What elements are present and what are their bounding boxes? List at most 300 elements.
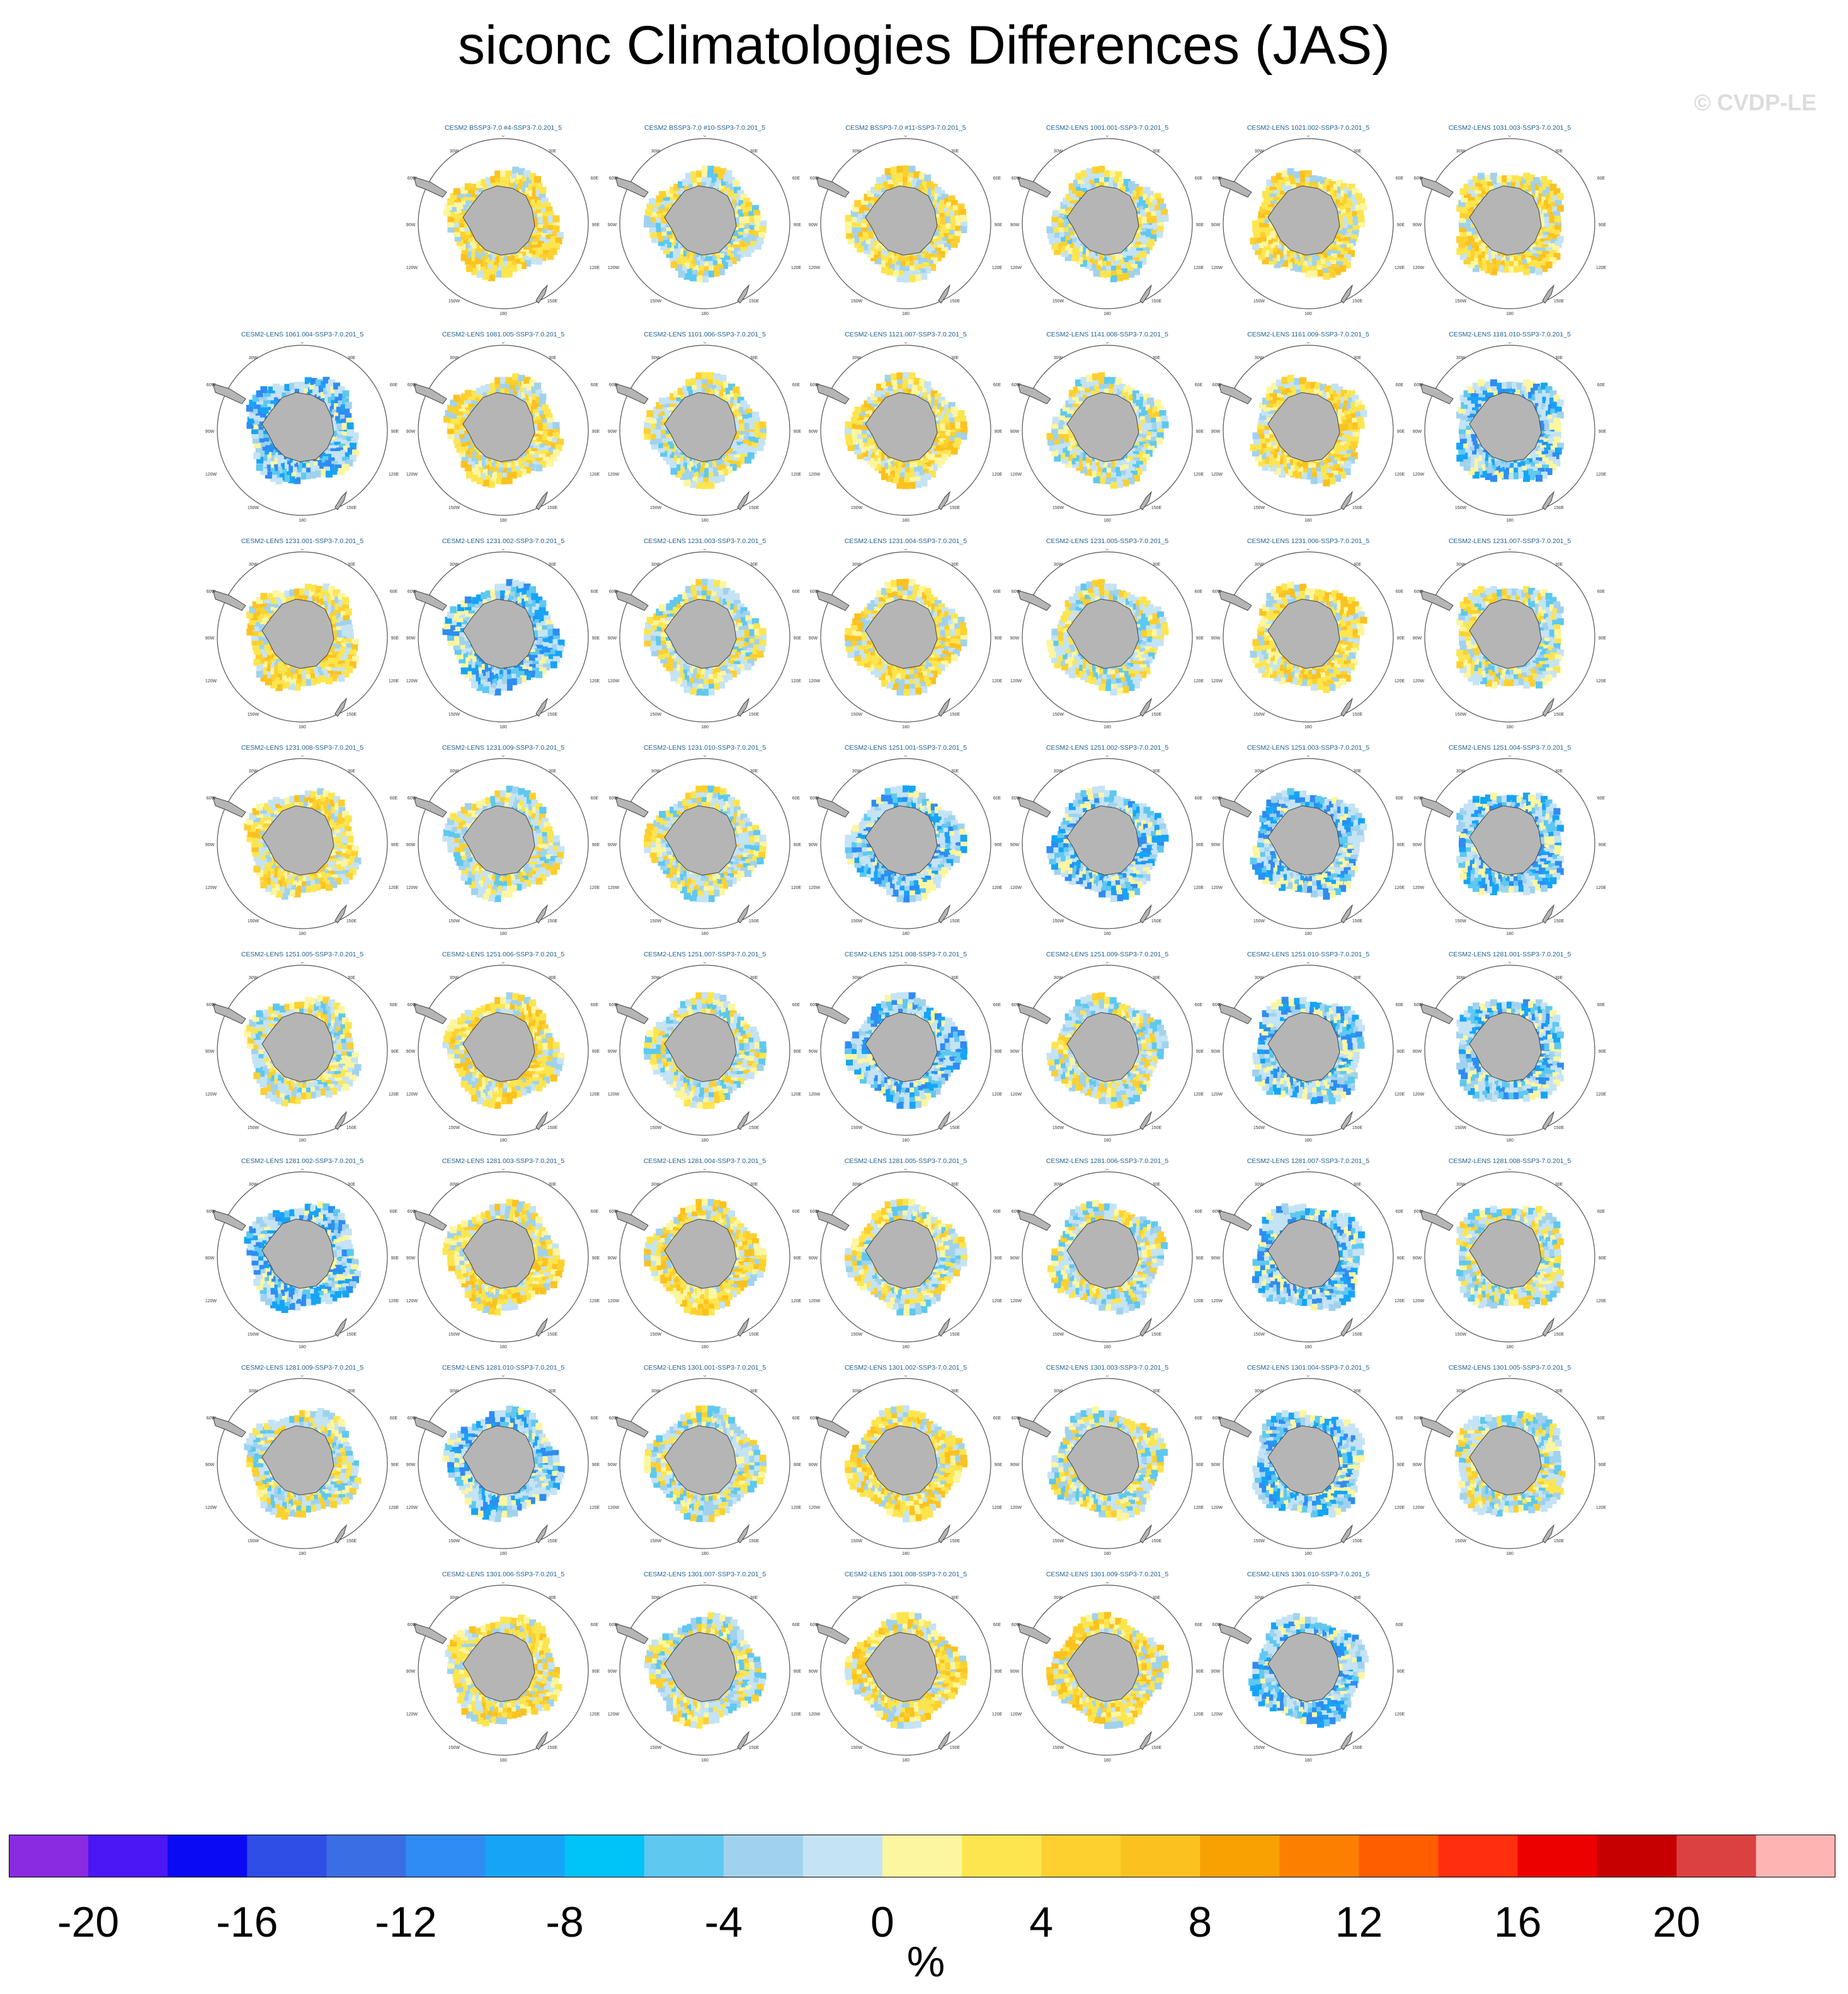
longitude-label: 30E (750, 356, 758, 360)
longitude-label: 60W (608, 1623, 619, 1627)
longitude-label: 150E (1553, 299, 1565, 304)
longitude-label: 150E (346, 1332, 357, 1337)
longitude-label: 0 (704, 1582, 706, 1584)
longitude-label: 0 (1307, 1582, 1309, 1584)
longitude-label: 60W (608, 1210, 619, 1214)
longitude-label: 30E (750, 149, 758, 154)
longitude-label: 150E (1151, 299, 1162, 304)
longitude-label: 30E (548, 769, 557, 774)
longitude-label: 30W (1053, 769, 1063, 774)
panel-title: CESM2-LENS 1251.010-SSP3-7.0.201_5 (1246, 951, 1370, 958)
longitude-label: 90E (1195, 1256, 1204, 1261)
longitude-label: 120W (1412, 266, 1425, 270)
longitude-label: 30E (1554, 356, 1563, 360)
longitude-label: 90E (1195, 843, 1204, 847)
longitude-label: 150E (1151, 506, 1162, 510)
longitude-label: 60E (389, 1210, 398, 1214)
longitude-label: 150E (346, 506, 357, 510)
longitude-label: 150W (649, 919, 662, 924)
longitude-label: 30W (852, 769, 862, 774)
longitude-label: 60W (206, 1210, 216, 1214)
longitude-label: 30W (449, 149, 459, 154)
longitude-label: 30W (852, 563, 862, 567)
longitude-label: 90W (1412, 1050, 1422, 1054)
longitude-label: 120W (205, 1299, 217, 1304)
longitude-label: 120E (388, 1092, 399, 1097)
longitude-label: 150E (346, 1126, 357, 1130)
longitude-label: 180 (1304, 1345, 1312, 1349)
colorbar-segment (247, 1835, 327, 1877)
longitude-label: 120W (1412, 679, 1425, 684)
longitude-label: 120E (589, 1299, 600, 1304)
longitude-label: 30W (1254, 976, 1264, 980)
longitude-label: 150W (649, 1332, 662, 1337)
panel-title: CESM2-LENS 1301.006-SSP3-7.0.201_5 (442, 1571, 565, 1578)
longitude-label: 60E (1194, 1416, 1203, 1421)
longitude-label: 90W (1211, 1256, 1221, 1261)
colorbar-tick-label: -8 (545, 1898, 584, 1946)
map-panel (604, 1364, 806, 1564)
longitude-label: 120E (589, 473, 600, 477)
longitude-label: 180 (1506, 932, 1514, 936)
longitude-label: 180 (1304, 1552, 1312, 1556)
longitude-label: 60W (608, 1416, 619, 1421)
panel-title: CESM2-LENS 1301.002-SSP3-7.0.201_5 (844, 1364, 967, 1372)
longitude-label: 120W (205, 679, 217, 684)
panel-title: CESM2-LENS 1231.002-SSP3-7.0.201_5 (442, 537, 565, 545)
longitude-label: 180 (902, 725, 910, 730)
longitude-label: 30E (750, 1389, 758, 1394)
longitude-label: 180 (299, 725, 306, 730)
polar-map (402, 1375, 604, 1564)
longitude-label: 150W (448, 1746, 460, 1750)
longitude-label: 150W (448, 1332, 460, 1337)
longitude-label: 30E (750, 769, 758, 774)
map-panel (402, 537, 604, 738)
longitude-label: 0 (502, 342, 505, 345)
longitude-label: 150E (547, 713, 558, 717)
map-panel (1007, 1157, 1208, 1358)
colorbar-tick-label: 0 (870, 1898, 894, 1946)
longitude-label: 90W (1010, 636, 1020, 641)
longitude-label: 30E (1152, 149, 1161, 154)
longitude-label: 150W (1052, 506, 1064, 510)
panel-title: CESM2-LENS 1281.005-SSP3-7.0.201_5 (844, 1157, 967, 1165)
longitude-label: 60E (993, 590, 1001, 594)
longitude-label: 120E (991, 1506, 1003, 1510)
longitude-label: 90W (808, 223, 818, 227)
longitude-label: 150E (748, 1332, 760, 1337)
colorbar-tick-label: 16 (1493, 1898, 1542, 1946)
longitude-label: 60E (590, 1210, 599, 1214)
longitude-label: 60E (1597, 796, 1606, 801)
longitude-label: 60E (389, 796, 398, 801)
longitude-label: 180 (1506, 725, 1514, 730)
longitude-label: 30E (548, 976, 557, 980)
longitude-label: 30E (347, 356, 356, 360)
longitude-label: 120W (1412, 473, 1425, 477)
longitude-label: 120W (1010, 473, 1022, 477)
longitude-label: 150W (1253, 299, 1265, 304)
longitude-label: 150W (1052, 1746, 1064, 1750)
longitude-label: 180 (902, 312, 910, 316)
longitude-label: 30W (449, 769, 459, 774)
panel-title: CESM2-LENS 1231.008-SSP3-7.0.201_5 (241, 744, 364, 752)
longitude-label: 0 (704, 135, 706, 138)
longitude-label: 90W (1412, 1256, 1422, 1261)
panel-title: CESM2-LENS 1281.001-SSP3-7.0.201_5 (1448, 951, 1571, 958)
longitude-label: 120W (1010, 266, 1022, 270)
longitude-label: 120E (991, 1299, 1003, 1304)
longitude-label: 90W (406, 1463, 416, 1467)
longitude-label: 90E (391, 1050, 399, 1054)
longitude-label: 0 (1106, 1375, 1109, 1378)
longitude-label: 60E (1597, 590, 1606, 594)
longitude-label: 0 (1307, 342, 1309, 345)
longitude-label: 30W (1053, 1596, 1063, 1600)
longitude-label: 90W (406, 1050, 416, 1054)
longitude-label: 90W (205, 1256, 215, 1261)
longitude-label: 30E (1554, 563, 1563, 567)
longitude-label: 120W (205, 886, 217, 890)
longitude-label: 60W (1212, 383, 1222, 387)
longitude-label: 150W (850, 1126, 863, 1130)
panel-title: CESM2-LENS 1251.008-SSP3-7.0.201_5 (844, 951, 967, 958)
longitude-label: 60W (608, 176, 619, 181)
longitude-label: 150W (850, 299, 863, 304)
longitude-label: 60E (1395, 1623, 1404, 1627)
panel-title: CESM2-LENS 1251.007-SSP3-7.0.201_5 (643, 951, 767, 958)
longitude-label: 60W (1212, 176, 1222, 181)
longitude-label: 90E (1598, 223, 1607, 227)
longitude-label: 120E (790, 473, 802, 477)
longitude-label: 180 (499, 312, 507, 316)
longitude-label: 120W (1211, 473, 1223, 477)
map-panel (1207, 951, 1409, 1151)
colorbar-segment (88, 1835, 168, 1877)
longitude-label: 150W (850, 713, 863, 717)
longitude-label: 90W (808, 1463, 818, 1467)
colorbar-tick-label: 12 (1335, 1898, 1383, 1946)
longitude-label: 90E (1396, 1050, 1405, 1054)
longitude-label: 60W (1011, 1416, 1021, 1421)
longitude-label: 60W (407, 1416, 417, 1421)
polar-map (202, 1375, 403, 1564)
map-panel (604, 124, 806, 324)
longitude-label: 60E (1395, 1416, 1404, 1421)
longitude-label: 30W (1254, 1183, 1264, 1187)
longitude-label: 0 (704, 1375, 706, 1378)
longitude-label: 120W (808, 1299, 821, 1304)
longitude-label: 30W (1053, 149, 1063, 154)
longitude-label: 90E (994, 430, 1003, 434)
longitude-label: 180 (499, 1345, 507, 1349)
longitude-label: 150W (1454, 919, 1467, 924)
longitude-label: 120W (205, 1506, 217, 1510)
longitude-label: 150E (748, 919, 760, 924)
longitude-label: 150W (247, 1126, 260, 1130)
longitude-label: 60W (608, 796, 619, 801)
panel-title: CESM2 BSSP3-7.0 #11-SSP3-7.0.201_5 (845, 124, 966, 132)
panel-title: CESM2-LENS 1301.005-SSP3-7.0.201_5 (1448, 1364, 1571, 1372)
longitude-label: 30E (1152, 1389, 1161, 1394)
longitude-label: 90E (391, 430, 399, 434)
longitude-label: 150E (547, 919, 558, 924)
longitude-label: 120E (388, 886, 399, 890)
longitude-label: 150E (346, 1539, 357, 1544)
longitude-label: 0 (1307, 1375, 1309, 1378)
panel-title: CESM2-LENS 1301.008-SSP3-7.0.201_5 (844, 1571, 967, 1578)
map-panel (805, 1364, 1007, 1564)
longitude-label: 90W (406, 843, 416, 847)
longitude-label: 30W (248, 1183, 258, 1187)
longitude-label: 120E (1595, 1092, 1607, 1097)
longitude-label: 90E (591, 1256, 600, 1261)
longitude-label: 0 (301, 1375, 304, 1378)
panel-title: CESM2-LENS 1301.003-SSP3-7.0.201_5 (1046, 1364, 1169, 1372)
polar-map (604, 135, 806, 324)
longitude-label: 180 (499, 725, 507, 730)
longitude-label: 120E (1595, 1506, 1607, 1510)
map-panel (805, 1571, 1007, 1771)
longitude-label: 120E (1595, 886, 1607, 890)
longitude-label: 30W (651, 1183, 661, 1187)
longitude-label: 90E (391, 636, 399, 641)
longitude-label: 150W (1052, 919, 1064, 924)
longitude-label: 0 (1106, 1582, 1109, 1584)
longitude-label: 90W (808, 1050, 818, 1054)
longitude-label: 30E (1152, 769, 1161, 774)
colorbar-segment (1439, 1835, 1519, 1877)
longitude-label: 120W (1010, 1092, 1022, 1097)
longitude-label: 90W (1211, 636, 1221, 641)
colorbar-segment (1677, 1835, 1757, 1877)
polar-map (1409, 135, 1611, 324)
longitude-label: 120E (991, 1712, 1003, 1717)
longitude-label: 150W (649, 1746, 662, 1750)
panel-title: CESM2-LENS 1251.009-SSP3-7.0.201_5 (1046, 951, 1169, 958)
panel-title: CESM2-LENS 1231.009-SSP3-7.0.201_5 (442, 744, 565, 752)
longitude-label: 30W (449, 976, 459, 980)
longitude-label: 60W (1011, 176, 1021, 181)
polar-map (1207, 135, 1409, 324)
longitude-label: 180 (902, 1552, 910, 1556)
longitude-label: 90E (1396, 843, 1405, 847)
longitude-label: 120E (790, 1092, 802, 1097)
longitude-label: 150E (1553, 1539, 1565, 1544)
longitude-label: 120E (589, 886, 600, 890)
longitude-label: 30W (449, 1389, 459, 1394)
polar-map (402, 1582, 604, 1771)
longitude-label: 150E (547, 1126, 558, 1130)
map-panel (202, 744, 403, 944)
longitude-label: 120W (808, 1506, 821, 1510)
longitude-label: 0 (1307, 135, 1309, 138)
longitude-label: 60E (1395, 796, 1404, 801)
longitude-label: 180 (1104, 932, 1111, 936)
longitude-label: 90W (1211, 430, 1221, 434)
longitude-label: 150E (748, 299, 760, 304)
longitude-label: 150W (247, 919, 260, 924)
map-panel (1007, 124, 1208, 324)
longitude-label: 90W (808, 1670, 818, 1674)
longitude-label: 60W (1011, 796, 1021, 801)
longitude-label: 120E (1394, 1712, 1405, 1717)
polar-map (402, 135, 604, 324)
panel-title: CESM2-LENS 1301.010-SSP3-7.0.201_5 (1246, 1571, 1370, 1578)
longitude-label: 0 (1307, 1169, 1309, 1171)
longitude-label: 90E (994, 1670, 1003, 1674)
longitude-label: 90W (607, 1050, 617, 1054)
longitude-label: 150W (448, 919, 460, 924)
longitude-label: 60E (993, 383, 1001, 387)
longitude-label: 90W (205, 1463, 215, 1467)
panel-title: CESM2-LENS 1231.006-SSP3-7.0.201_5 (1246, 537, 1370, 545)
longitude-label: 90W (1010, 430, 1020, 434)
longitude-label: 90E (1195, 1463, 1204, 1467)
longitude-label: 30E (1353, 976, 1362, 980)
map-panel (1409, 124, 1611, 324)
longitude-label: 0 (502, 135, 505, 138)
longitude-label: 90W (1010, 1050, 1020, 1054)
colorbar-tick-label: 8 (1188, 1898, 1212, 1946)
panel-title: CESM2-LENS 1281.002-SSP3-7.0.201_5 (241, 1157, 364, 1165)
longitude-label: 120E (589, 1092, 600, 1097)
longitude-label: 180 (1506, 519, 1514, 523)
colorbar-segment (565, 1835, 645, 1877)
longitude-label: 60E (792, 1623, 801, 1627)
longitude-label: 120E (790, 886, 802, 890)
longitude-label: 150W (247, 506, 260, 510)
longitude-label: 30W (1456, 1389, 1466, 1394)
colorbar-segment (1200, 1835, 1280, 1877)
longitude-label: 30W (651, 1389, 661, 1394)
longitude-label: 0 (502, 549, 505, 551)
longitude-label: 0 (1106, 135, 1109, 138)
map-panel (1409, 537, 1611, 738)
longitude-label: 120E (1193, 679, 1204, 684)
longitude-label: 60W (809, 1623, 819, 1627)
longitude-label: 60E (993, 1003, 1001, 1007)
colorbar-tick-label: 4 (1029, 1898, 1054, 1946)
longitude-label: 60W (407, 1210, 417, 1214)
longitude-label: 150E (949, 506, 961, 510)
longitude-label: 120E (1394, 266, 1405, 270)
longitude-label: 30E (548, 1183, 557, 1187)
longitude-label: 30E (347, 1389, 356, 1394)
longitude-label: 120E (1193, 1712, 1204, 1717)
longitude-label: 90E (1195, 430, 1204, 434)
panel-title: CESM2-LENS 1081.005-SSP3-7.0.201_5 (442, 331, 565, 338)
longitude-label: 90W (205, 430, 215, 434)
longitude-label: 60E (590, 1623, 599, 1627)
longitude-label: 60W (809, 1210, 819, 1214)
longitude-label: 30E (950, 356, 959, 360)
longitude-label: 150E (748, 506, 760, 510)
panel-title: CESM2-LENS 1231.010-SSP3-7.0.201_5 (643, 744, 767, 752)
longitude-label: 0 (1509, 755, 1511, 758)
longitude-label: 150W (649, 506, 662, 510)
panel-title: CESM2 BSSP3-7.0 #10-SSP3-7.0.201_5 (644, 124, 766, 132)
longitude-label: 60W (206, 796, 216, 801)
longitude-label: 60E (590, 383, 599, 387)
longitude-label: 120W (1010, 886, 1022, 890)
longitude-label: 60W (809, 590, 819, 594)
longitude-label: 60W (1011, 1210, 1021, 1214)
longitude-label: 0 (1307, 549, 1309, 551)
map-panel (805, 1157, 1007, 1358)
panel-title: CESM2-LENS 1251.004-SSP3-7.0.201_5 (1448, 744, 1571, 752)
longitude-label: 30W (1254, 356, 1264, 360)
longitude-label: 0 (904, 135, 907, 138)
longitude-label: 60E (590, 1416, 599, 1421)
longitude-label: 30W (852, 149, 862, 154)
polar-map (202, 342, 403, 531)
longitude-label: 30E (548, 149, 557, 154)
longitude-label: 180 (1506, 1345, 1514, 1349)
longitude-label: 90W (406, 430, 416, 434)
longitude-label: 0 (904, 962, 907, 965)
longitude-label: 90W (607, 1463, 617, 1467)
longitude-label: 30W (1053, 1183, 1063, 1187)
longitude-label: 60E (993, 1210, 1001, 1214)
map-panel (402, 1571, 604, 1771)
longitude-label: 180 (1506, 1138, 1514, 1143)
map-panel (1207, 124, 1409, 324)
longitude-label: 150E (1151, 1746, 1162, 1750)
longitude-label: 60W (1413, 1210, 1423, 1214)
longitude-label: 90W (1412, 1463, 1422, 1467)
longitude-label: 0 (1106, 962, 1109, 965)
longitude-label: 120W (406, 679, 418, 684)
map-panel (604, 1571, 806, 1771)
longitude-label: 90E (591, 1463, 600, 1467)
longitude-label: 0 (904, 342, 907, 345)
polar-map (1007, 1169, 1208, 1358)
longitude-label: 0 (1509, 1375, 1511, 1378)
longitude-label: 90E (1598, 1256, 1607, 1261)
map-panel (1207, 537, 1409, 738)
longitude-label: 30E (750, 976, 758, 980)
longitude-label: 90E (1396, 430, 1405, 434)
longitude-label: 60E (1395, 590, 1404, 594)
panel-title: CESM2-LENS 1161.009-SSP3-7.0.201_5 (1247, 331, 1369, 338)
longitude-label: 30E (750, 563, 758, 567)
longitude-label: 180 (299, 519, 306, 523)
longitude-label: 120W (205, 1092, 217, 1097)
longitude-label: 90E (994, 1256, 1003, 1261)
colorbar-segment (1756, 1835, 1835, 1877)
longitude-label: 30E (347, 769, 356, 774)
longitude-label: 60W (1011, 590, 1021, 594)
longitude-label: 150E (1151, 1332, 1162, 1337)
longitude-label: 90W (808, 1256, 818, 1261)
longitude-label: 30W (1053, 1389, 1063, 1394)
longitude-label: 120E (1193, 473, 1204, 477)
longitude-label: 60W (206, 1416, 216, 1421)
longitude-label: 60W (809, 796, 819, 801)
longitude-label: 120E (790, 1299, 802, 1304)
longitude-label: 60E (1597, 383, 1606, 387)
longitude-label: 60E (792, 176, 801, 181)
longitude-label: 120E (1193, 266, 1204, 270)
longitude-label: 30W (852, 356, 862, 360)
longitude-label: 180 (1104, 1138, 1111, 1143)
panel-title: CESM2-LENS 1001.001-SSP3-7.0.201_5 (1046, 124, 1169, 132)
longitude-label: 90E (591, 636, 600, 641)
map-panel (202, 537, 403, 738)
polar-map (1409, 1169, 1611, 1358)
